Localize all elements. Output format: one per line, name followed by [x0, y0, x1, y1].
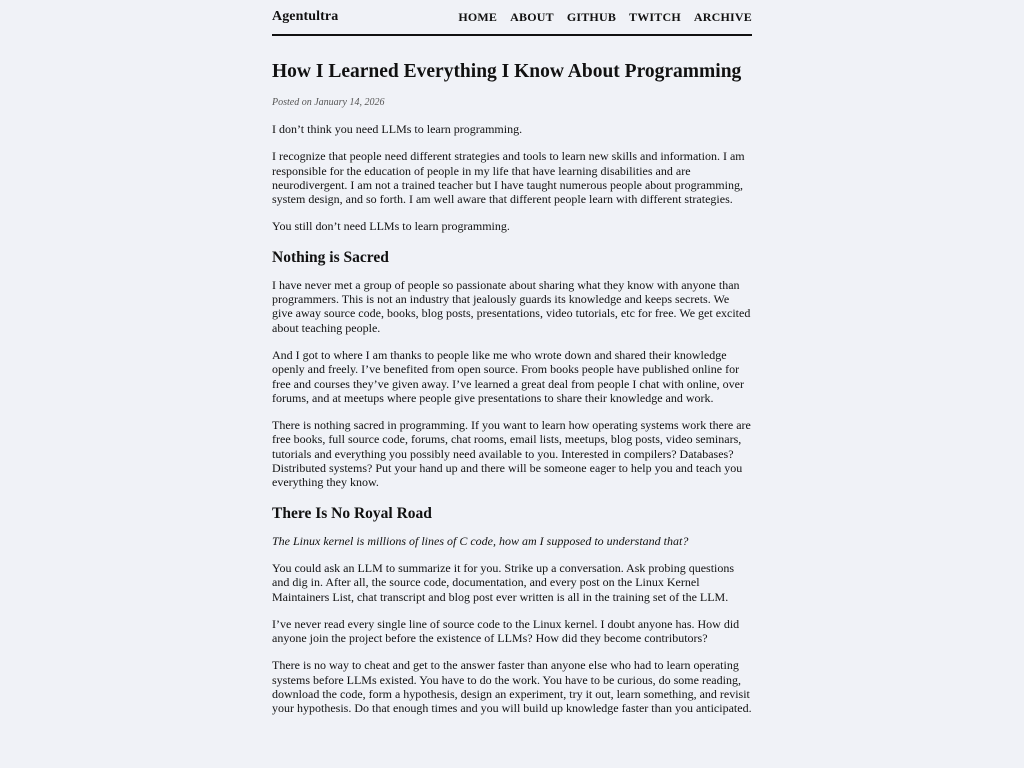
nav-about[interactable]: ABOUT — [510, 10, 554, 24]
section-heading-no-royal-road: There Is No Royal Road — [272, 504, 432, 522]
post-paragraph: And I got to where I am thanks to people like me who wrote down and shared their knowledge openly and freely. I’ve benefited from open source. From books people have published online for free and courses they’ve given away. I’ve learned a great deal from people I chat with online, over forums, and at meetups where people give presentations to share their knowledge and work. — [272, 347, 745, 405]
post-paragraph: I have never met a group of people so passionate about sharing what they know with anyone than programmers. This is not an industry that jealously guards its knowledge and keeps secrets. We give away source code, books, blog posts, presentations, video tutorials, etc for free. We get excited about teaching people. — [272, 277, 751, 335]
post-paragraph: I don’t think you need LLMs to learn programming. — [272, 122, 523, 136]
page — [272, 0, 752, 716]
post-article — [272, 60, 752, 716]
post-paragraph: There is nothing sacred in programming. If you want to learn how operating systems work there are free books, full source code, forums, chat rooms, email lists, meetups, blog posts, video seminars, tutorials and everything you possibly need available to you. Interested in compilers? Databases? Distributed systems? Put your hand up and there will be someone eager to help you and teach you everything they know. — [272, 418, 751, 490]
nav-github[interactable]: GITHUB — [566, 10, 617, 24]
post-paragraph-italic: The Linux kernel is millions of lines of C code, how am I supposed to understand that? — [272, 533, 689, 548]
post-paragraph: I recognize that people need different strategies and tools to learn new skills and information. I am responsible for the education of people in my life that have learning disabilities and are neurodivergent. I am not a trained teacher but I have taught numerous people about programming, system design, and so forth. I am well aware that different people learn with different strategies. — [272, 149, 745, 207]
nav-twitch[interactable]: TWITCH — [629, 10, 681, 24]
post-paragraph: I’ve never read every single line of source code to the Linux kernel. I doubt anyone has. How did anyone join the project before the existence of LLMs? How did they become contributors? — [272, 616, 740, 646]
main-nav — [458, 10, 752, 25]
post-date: Posted on January 14, 2026 — [272, 97, 385, 108]
post-paragraph: You could ask an LLM to summarize it for you. Strike up a conversation. Ask probing questions and dig in. After all, the source code, documentation, and every post on the Linux Kernel Maintainers List, chat transcript and blog post ever written is all in the training set of the LLM. — [272, 560, 735, 604]
post-paragraph: There is no way to cheat and get to the answer faster than anyone else who had to learn operating systems before LLMs existed. You have to do the work. You have to be curious, do some reading, download the code, form a hypothesis, design an experiment, try it out, learn something, and revisit your hypothesis. Do that enough times and you will build up knowledge faster than you anticipated. — [272, 658, 752, 716]
site-header — [272, 0, 752, 36]
nav-home[interactable]: HOME — [458, 10, 498, 24]
post-title: How I Learned Everything I Know About Programming — [272, 61, 742, 82]
post-paragraph: You still don’t need LLMs to learn programming. — [272, 219, 510, 234]
nav-archive[interactable]: ARCHIVE — [693, 10, 752, 24]
site-brand-link[interactable]: Agentultra — [272, 9, 339, 24]
section-heading-nothing-is-sacred: Nothing is Sacred — [272, 248, 389, 266]
